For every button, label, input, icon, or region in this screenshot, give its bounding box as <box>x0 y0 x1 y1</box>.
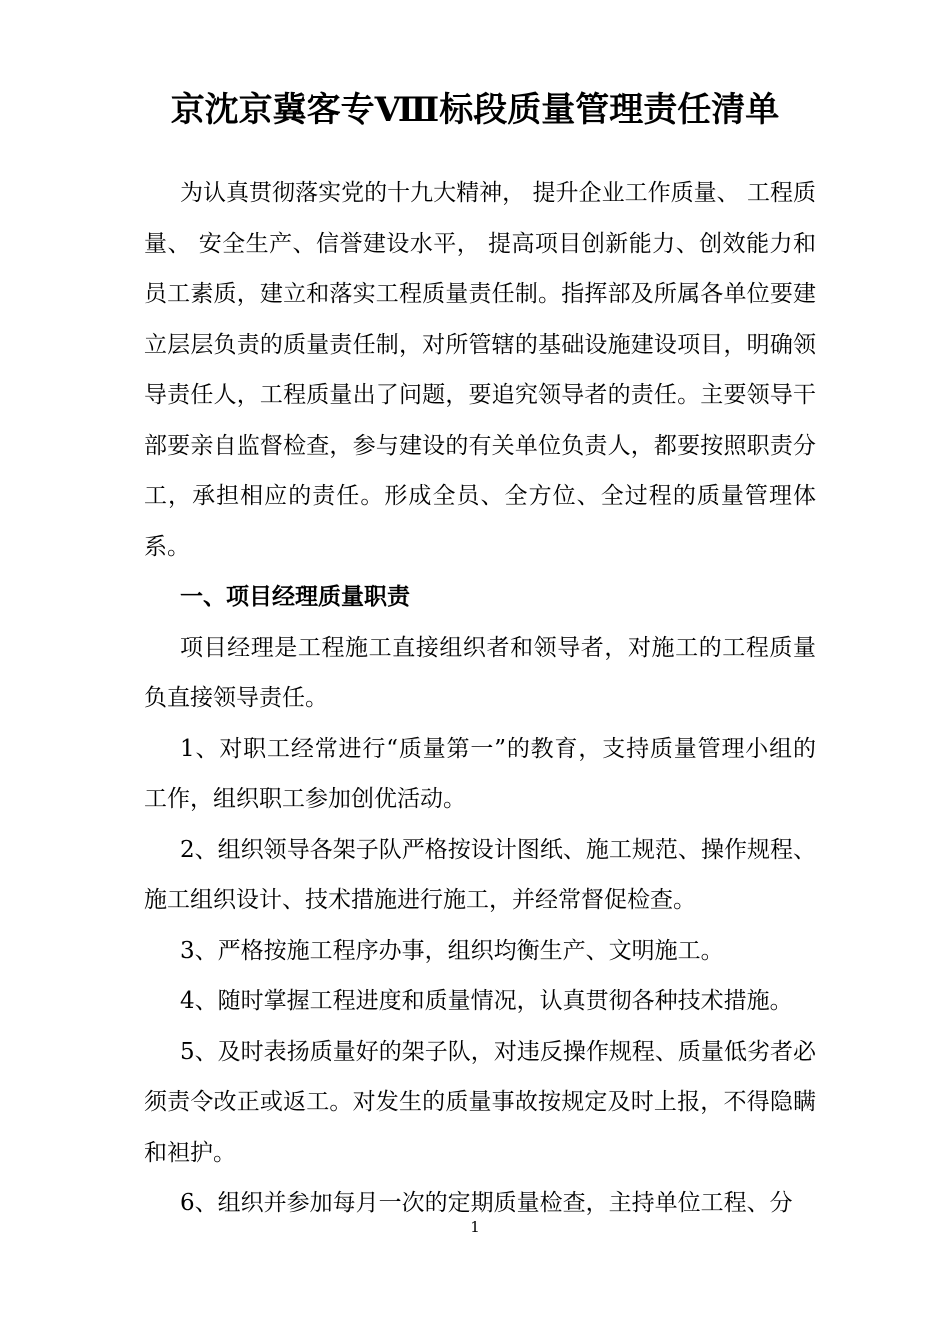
list-item: 5、及时表扬质量好的架子队，对违反操作规程、质量低劣者必须责令改正或返工。对发生的质量事故按规定及时上报，不得隐瞒和袒护。 <box>144 1038 816 1166</box>
list-item: 6、组织并参加每月一次的定期质量检查，主持单位工程、分 <box>180 1190 793 1216</box>
list-item: 3、严格按施工程序办事，组织均衡生产、文明施工。 <box>180 937 724 964</box>
document-title: 京沈京冀客专Ⅷ标段质量管理责任清单 <box>170 90 780 130</box>
section-heading: 一、项目经理质量职责 <box>180 584 410 610</box>
list-item: 1、对职工经常进行“质量第一”的教育，支持质量管理小组的工作，组织职工参加创优活动。 <box>144 735 816 812</box>
list-item: 2、组织领导各架子队严格按设计图纸、施工规范、操作规程、施工组织设计、技术措施进行施工，并经常督促检查。 <box>144 836 816 913</box>
document-body <box>144 168 816 1229</box>
list-item: 4、随时掌握工程进度和质量情况，认真贯彻各种技术措施。 <box>180 988 793 1014</box>
intro-paragraph: 为认真贯彻落实党的十九大精神， 提升企业工作质量、 工程质量、 安全生产、信誉建设水平， 提高项目创新能力、创效能力和员工素质，建立和落实工程质量责任制。指挥部及所属各单位要建立层层负责的质量责任制，对所管辖的基础设施建设项目，明确领导责任人，工程质量出了问题，要追究领导者的责任。主要领导干部要亲自监督检查，参与建设的有关单位负责人，都要按照职责分工，承担相应的责任。形成全员、全方位、全过程的质量管理体系。 <box>144 180 816 560</box>
page-number: 1 <box>470 1218 480 1236</box>
section-intro-paragraph: 项目经理是工程施工直接组织者和领导者，对施工的工程质量负直接领导责任。 <box>144 634 816 711</box>
